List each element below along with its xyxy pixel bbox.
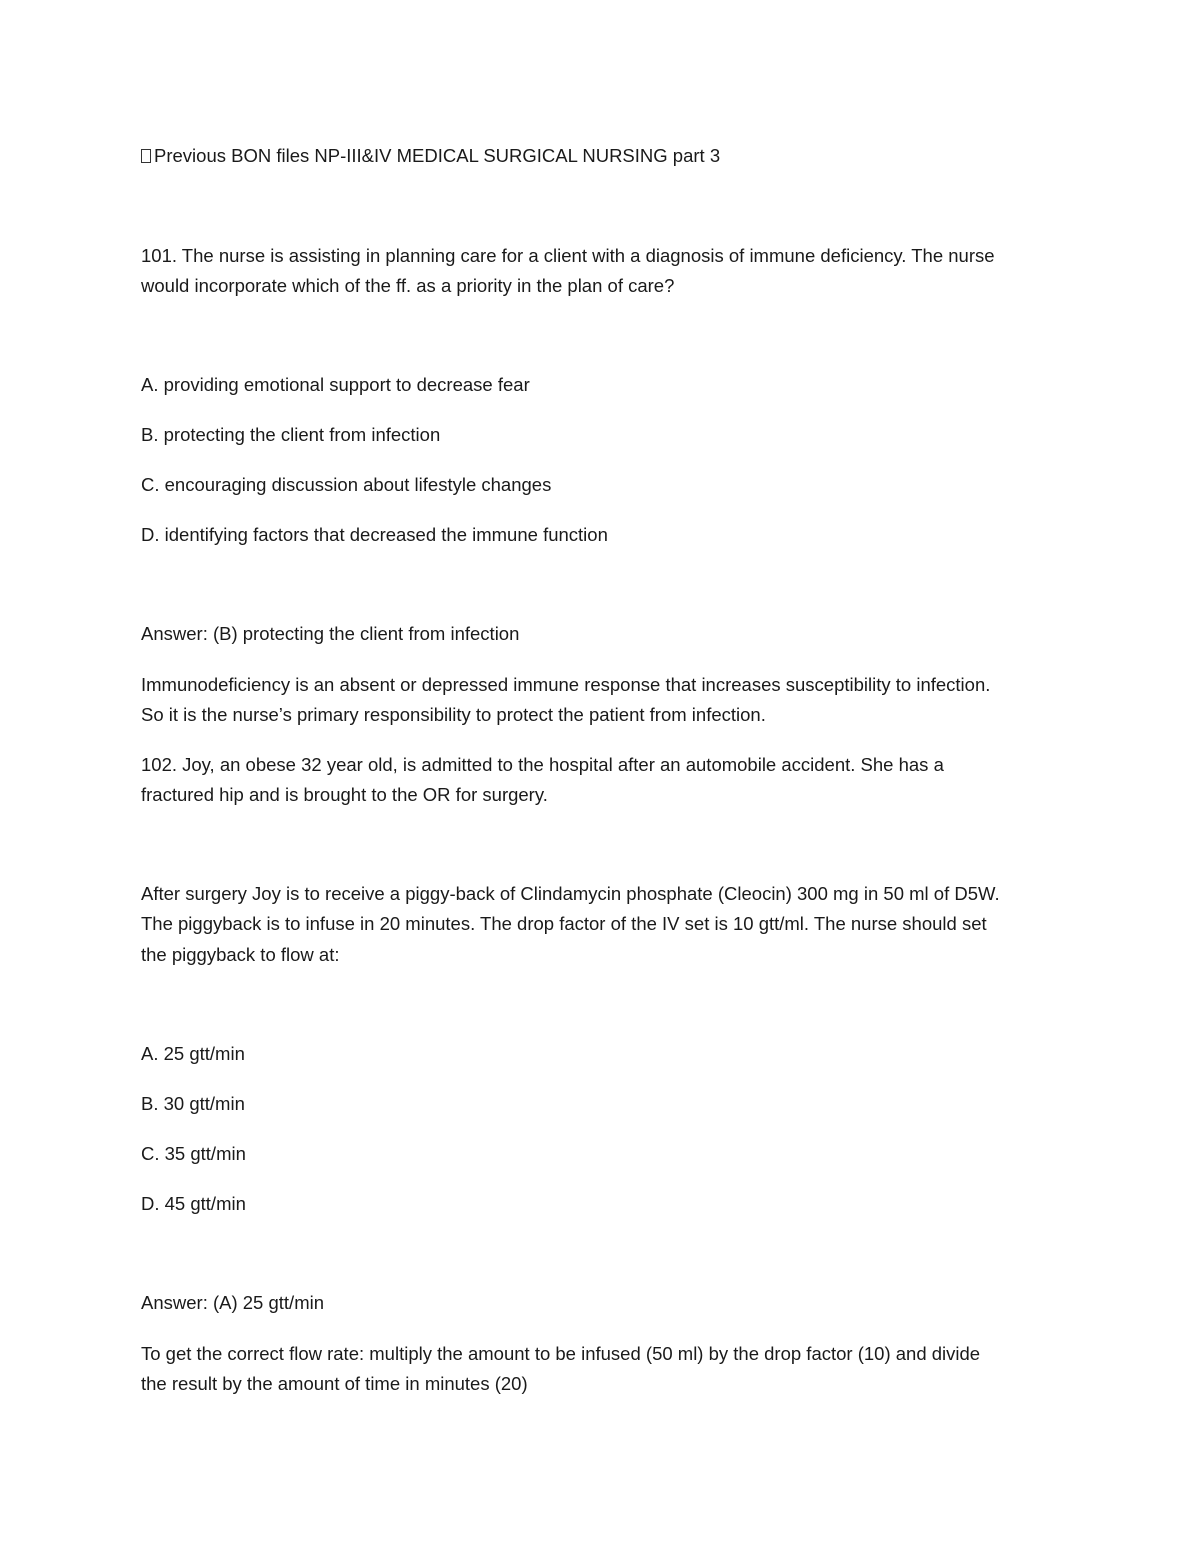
- q102-option-a: A. 25 gtt/min: [141, 1043, 245, 1064]
- q101-rationale-line-2: So it is the nurse’s primary responsibility to protect the patient from infection.: [141, 704, 766, 725]
- q102-scenario-line-3: the piggyback to flow at:: [141, 944, 340, 965]
- q101-stem-line-2: would incorporate which of the ff. as a priority in the plan of care?: [141, 275, 675, 296]
- q101-option-c: C. encouraging discussion about lifestyle changes: [141, 474, 552, 495]
- q102-option-c: C. 35 gtt/min: [141, 1143, 246, 1164]
- document-title: Previous BON files NP-III&IV MEDICAL SURGICAL NURSING part 3: [141, 141, 1071, 171]
- q102-stem-line-2: fractured hip and is brought to the OR for surgery.: [141, 784, 548, 805]
- q102-scenario-line-2: The piggyback is to infuse in 20 minutes. The drop factor of the IV set is 10 gtt/ml. The nurse should set: [141, 913, 987, 934]
- q102-option-d: D. 45 gtt/min: [141, 1193, 246, 1214]
- missing-glyph-icon: [141, 149, 151, 163]
- q102-stem-line-1: 102. Joy, an obese 32 year old, is admitted to the hospital after an automobile accident. She has a: [141, 754, 944, 775]
- q102-rationale-line-2: the result by the amount of time in minutes (20): [141, 1373, 528, 1394]
- q101-answer: Answer: (B) protecting the client from infection: [141, 623, 520, 644]
- q102-scenario-line-1: After surgery Joy is to receive a piggy-back of Clindamycin phosphate (Cleocin) 300 mg in 50 ml of D5W.: [141, 883, 1000, 904]
- q101-option-a: A. providing emotional support to decrease fear: [141, 374, 530, 395]
- q101-stem-line-1: 101. The nurse is assisting in planning care for a client with a diagnosis of immune deficiency. The nurse: [141, 245, 995, 266]
- q101-option-d: D. identifying factors that decreased the immune function: [141, 524, 608, 545]
- q101-rationale-line-1: Immunodeficiency is an absent or depressed immune response that increases susceptibility to infection.: [141, 674, 991, 695]
- q102-rationale-line-1: To get the correct flow rate: multiply the amount to be infused (50 ml) by the drop factor (10) and divide: [141, 1343, 981, 1364]
- q101-option-b: B. protecting the client from infection: [141, 424, 441, 445]
- q102-answer: Answer: (A) 25 gtt/min: [141, 1292, 325, 1313]
- q102-option-b: B. 30 gtt/min: [141, 1093, 245, 1114]
